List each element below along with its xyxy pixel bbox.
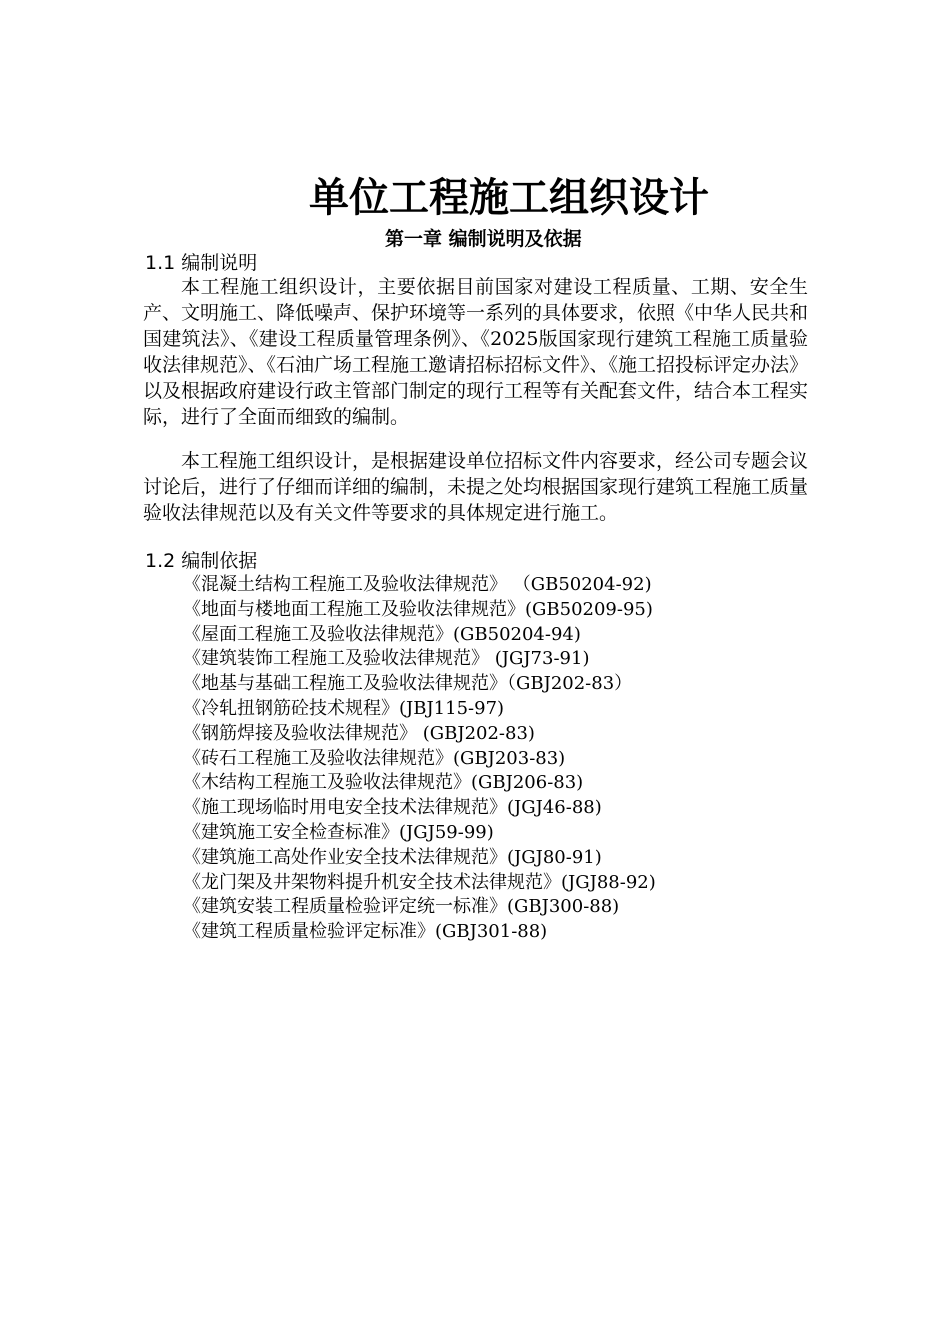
reference-item: 《建筑工程质量检验评定标准》(GBJ301-88) [183, 921, 548, 943]
reference-item: 《钢筋焊接及验收法律规范》 (GBJ202-83) [183, 722, 535, 744]
document-title: 单位工程施工组织设计 [309, 175, 709, 221]
reference-item: 《砖石工程施工及验收法律规范》(GBJ203-83) [183, 747, 566, 769]
reference-item: 《木结构工程施工及验收法律规范》(GBJ206-83) [183, 772, 584, 794]
reference-item: 《施工现场临时用电安全技术法律规范》(JGJ46-88) [183, 797, 602, 819]
reference-list [183, 573, 656, 945]
reference-item: 《混凝土结构工程施工及验收法律规范》 （GB50204-92) [183, 574, 652, 595]
section-heading-1-2: 1.2 编制依据 [145, 550, 258, 572]
reference-item: 《冷轧扭钢筋砼技术规程》(JBJ115-97) [183, 697, 505, 719]
paragraph-1: 本工程施工组织设计，主要依据目前国家对建设工程质量、工期、安全生产、文明施工、降低噪声、保护环境等一系列的具体要求，依照《中华人民共和国建筑法》、《建设工程质量管理条例》、《2025版国家现行建筑工程施工质量验收法律规范》、《石油广场工程施工邀请招标招标文件》、《施工招投标评定办法》以及根据政府建设行政主管部门制定的现行工程等有关配套文件，结合本工程实际，进行了全面而细致的编制。 [143, 276, 809, 428]
reference-item: 《建筑施工安全检查标准》(JGJ59-99) [183, 821, 494, 843]
paragraph-2: 本工程施工组织设计，是根据建设单位招标文件内容要求，经公司专题会议讨论后，进行了仔细而详细的编制，未提之处均根据国家现行建筑工程施工质量验收法律规范以及有关文件等要求的具体规定进行施工。 [143, 450, 809, 524]
chapter-title: 第一章 编制说明及依据 [385, 228, 582, 250]
reference-item: 《建筑施工高处作业安全技术法律规范》(JGJ80-91) [183, 846, 602, 868]
reference-item: 《地面与楼地面工程施工及验收法律规范》(GB50209-95) [183, 598, 653, 620]
reference-item: 《屋面工程施工及验收法律规范》(GB50204-94) [183, 623, 581, 645]
reference-item: 《龙门架及井架物料提升机安全技术法律规范》(JGJ88-92) [183, 871, 656, 893]
reference-item: 《建筑装饰工程施工及验收法律规范》 (JGJ73-91) [183, 648, 590, 670]
reference-item: 《地基与基础工程施工及验收法律规范》（GBJ202-83） [183, 673, 633, 695]
reference-item: 《建筑安装工程质量检验评定统一标准》(GBJ300-88) [183, 896, 620, 918]
section-heading-1-1: 1.1 编制说明 [145, 252, 258, 274]
